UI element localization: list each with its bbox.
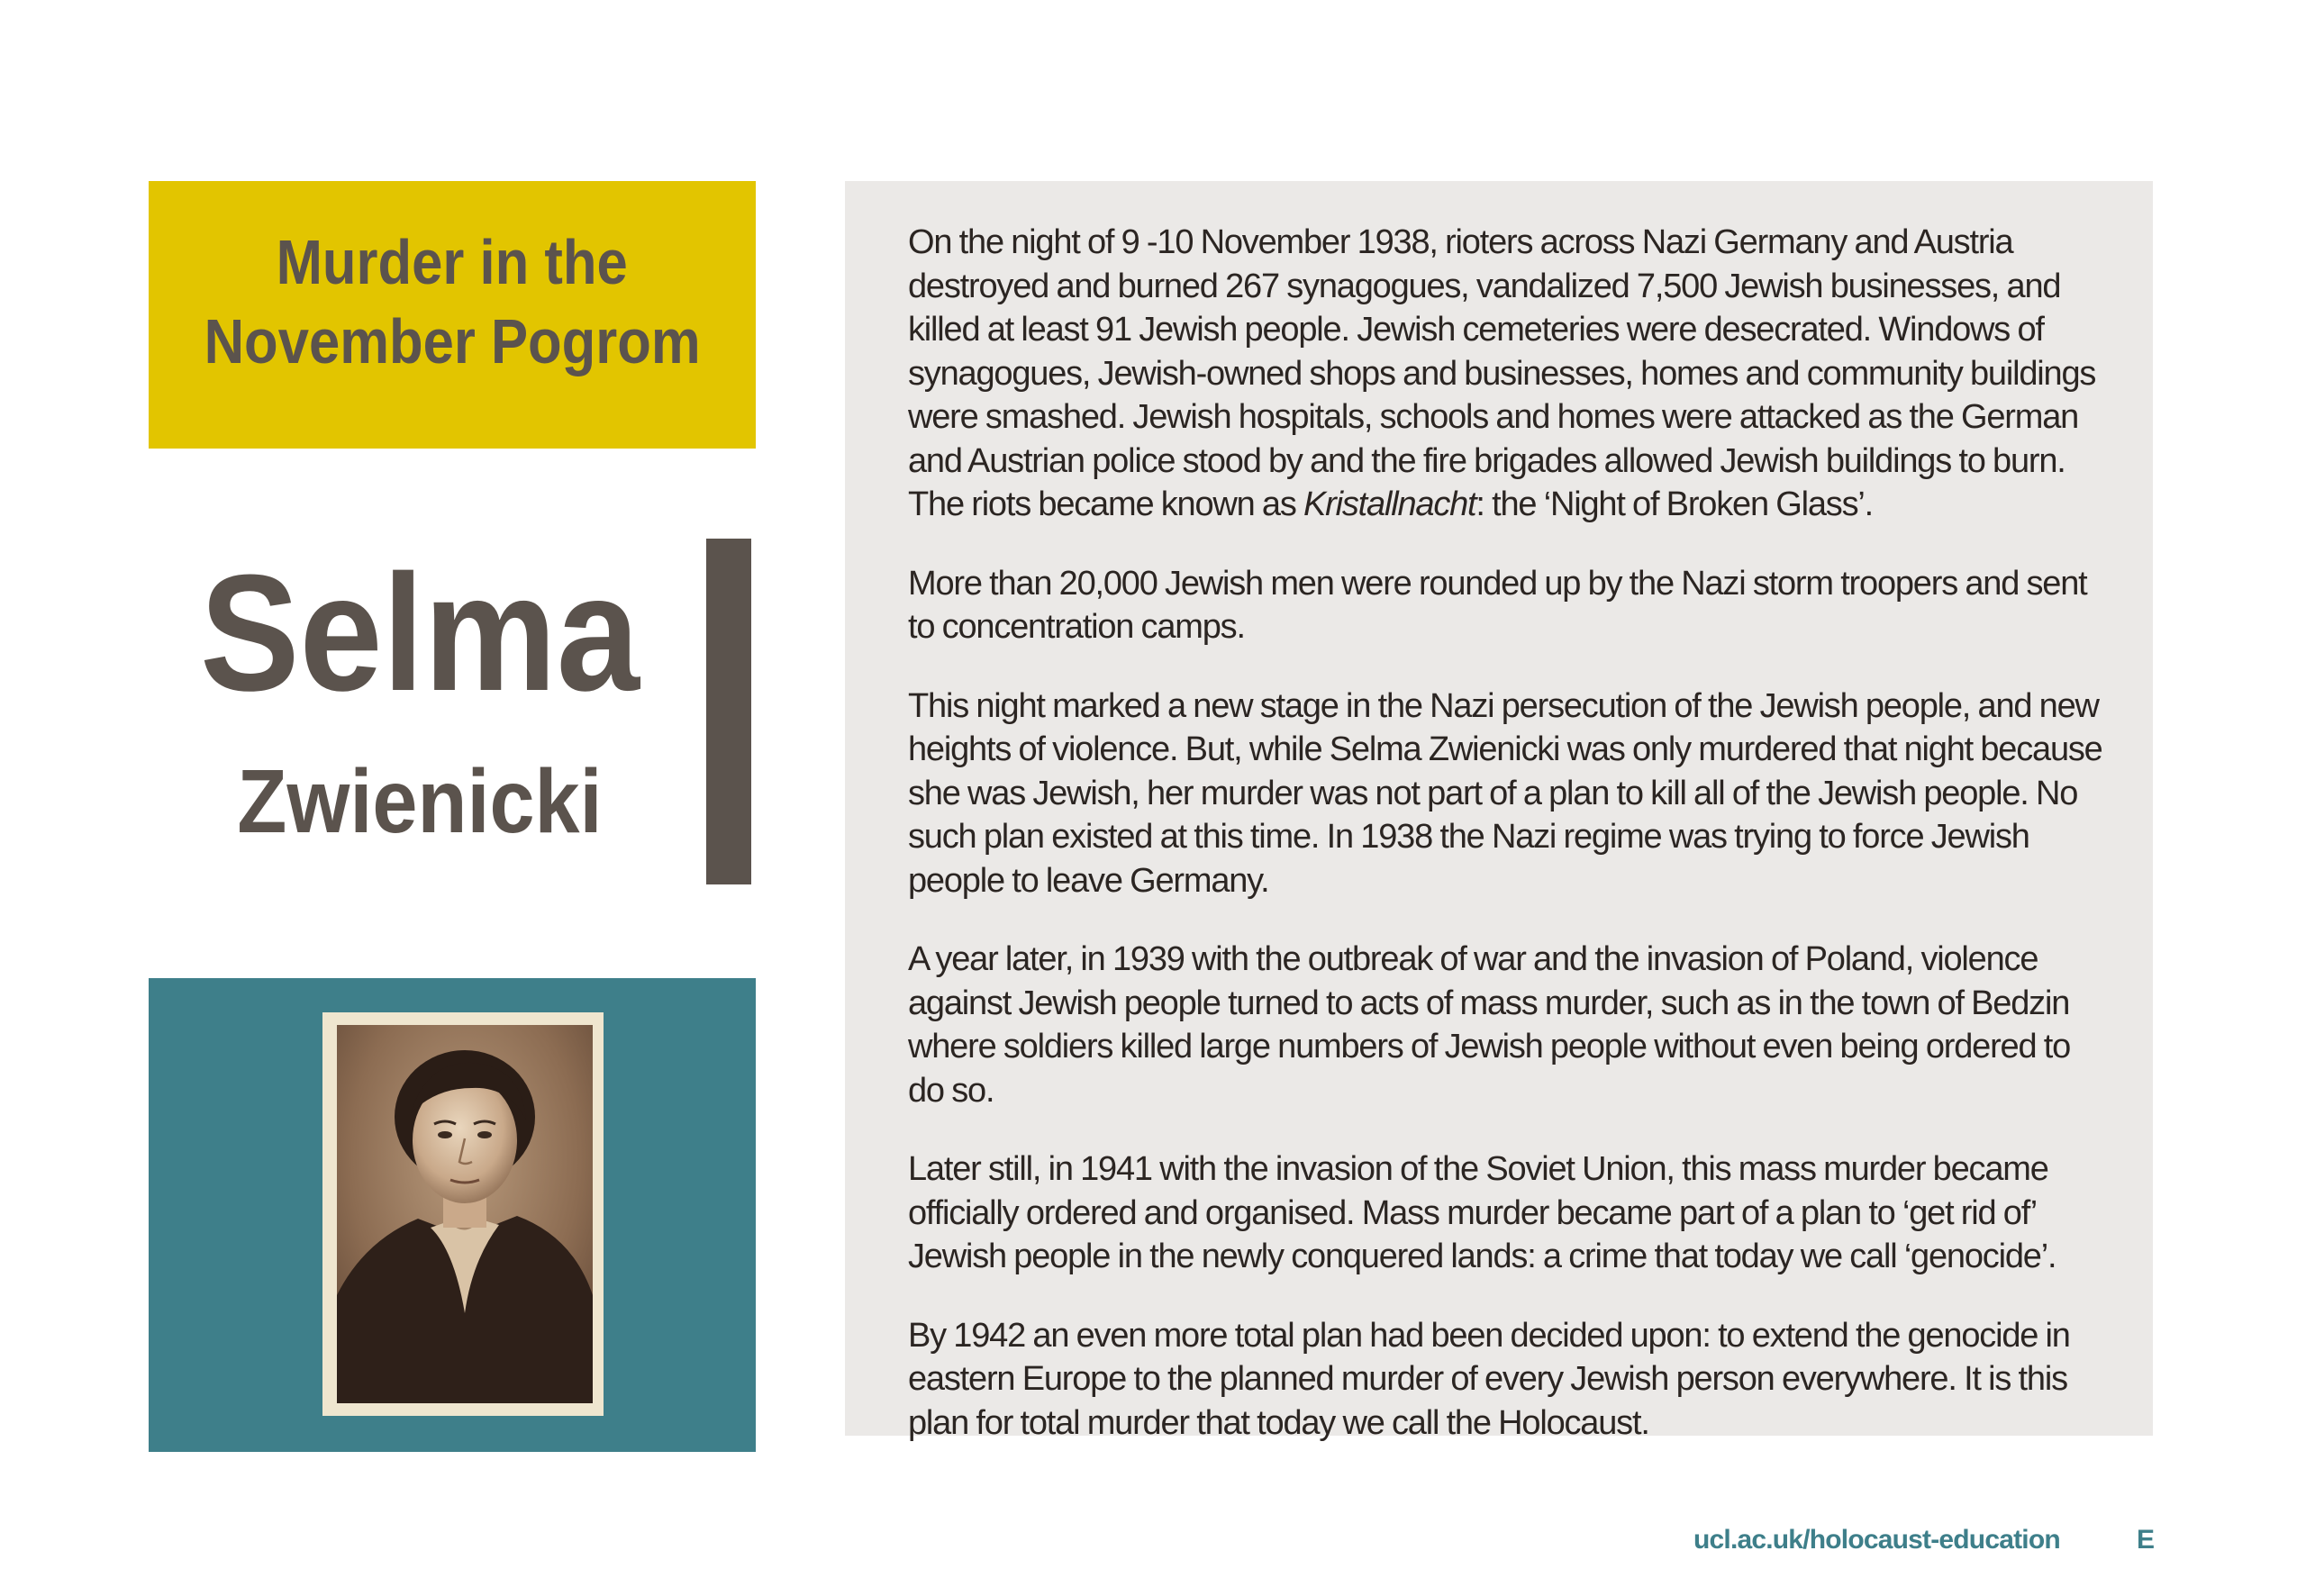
title-line-2: November Pogrom bbox=[204, 305, 701, 376]
title-box bbox=[149, 181, 756, 449]
p1-italic-term: Kristallnacht bbox=[1303, 485, 1476, 523]
body-paragraph-6: By 1942 an even more total plan had been decided upon: to extend the genocide in eastern Europe to the planned murder of every Jewish person everywhere. It is this plan for total murder that today we call the Holocaust. bbox=[908, 1316, 2070, 1442]
person-first-name: Selma bbox=[200, 540, 640, 725]
body-paragraph-1 bbox=[908, 221, 2108, 527]
footer-url[interactable]: ucl.ac.uk/holocaust-education bbox=[1693, 1525, 2060, 1555]
footer-page-letter: E bbox=[2137, 1525, 2156, 1555]
person-last-name: Zwienicki bbox=[237, 751, 603, 852]
portrait-photo-icon bbox=[337, 1025, 593, 1403]
body-paragraph-4: A year later, in 1939 with the outbreak of war and the invasion of Poland, violence against Jewish people turned to acts of mass murder, such as in the town of Bedzin where soldiers killed large numbers of Jewish people without even being ordered to do so. bbox=[908, 940, 2071, 1110]
body-paragraph-3: This night marked a new stage in the Nazi persecution of the Jewish people, and new heights of violence. But, while Selma Zwienicki was only murdered that night because she was Jewish, her murder was not part of a plan to kill all of the Jewish people. No such plan existed at this time. In 1938 the Nazi regime was trying to force Jewish people to leave Germany. bbox=[908, 686, 2102, 900]
p1-text-start: On the night of 9 -10 November 1938, rioters across Nazi Germany and Austria destroyed and burned 267 synagogues, vandalized 7,500 Jewish businesses, and killed at least 91 Jewish people. Jewish cemeteries were desecrated. Windows of synagogues, Jewish-owned shops and businesses, homes and community buildings were smashed. Jewish hospitals, schools and homes were attacked as the German and Austrian police stood by and the fire brigades allowed Jewish buildings to burn. The riots became known as bbox=[908, 223, 2096, 523]
photo-panel bbox=[149, 978, 756, 1452]
accent-bar bbox=[706, 539, 751, 884]
portrait-photo bbox=[322, 1012, 604, 1416]
body-paragraph-2: More than 20,000 Jewish men were rounded up by the Nazi storm troopers and sent to concentration camps. bbox=[908, 564, 2087, 646]
title-line-1: Murder in the bbox=[276, 226, 629, 297]
p1-text-end: : the ‘Night of Broken Glass’. bbox=[1475, 485, 1873, 523]
body-paragraph-5: Later still, in 1941 with the invasion of the Soviet Union, this mass murder became officially ordered and organised. Mass murder became part of a plan to ‘get rid of’ Jewish people in the newly conquered lands: a crime that today we call ‘genocide’. bbox=[908, 1150, 2056, 1275]
text-panel bbox=[845, 181, 2153, 1442]
